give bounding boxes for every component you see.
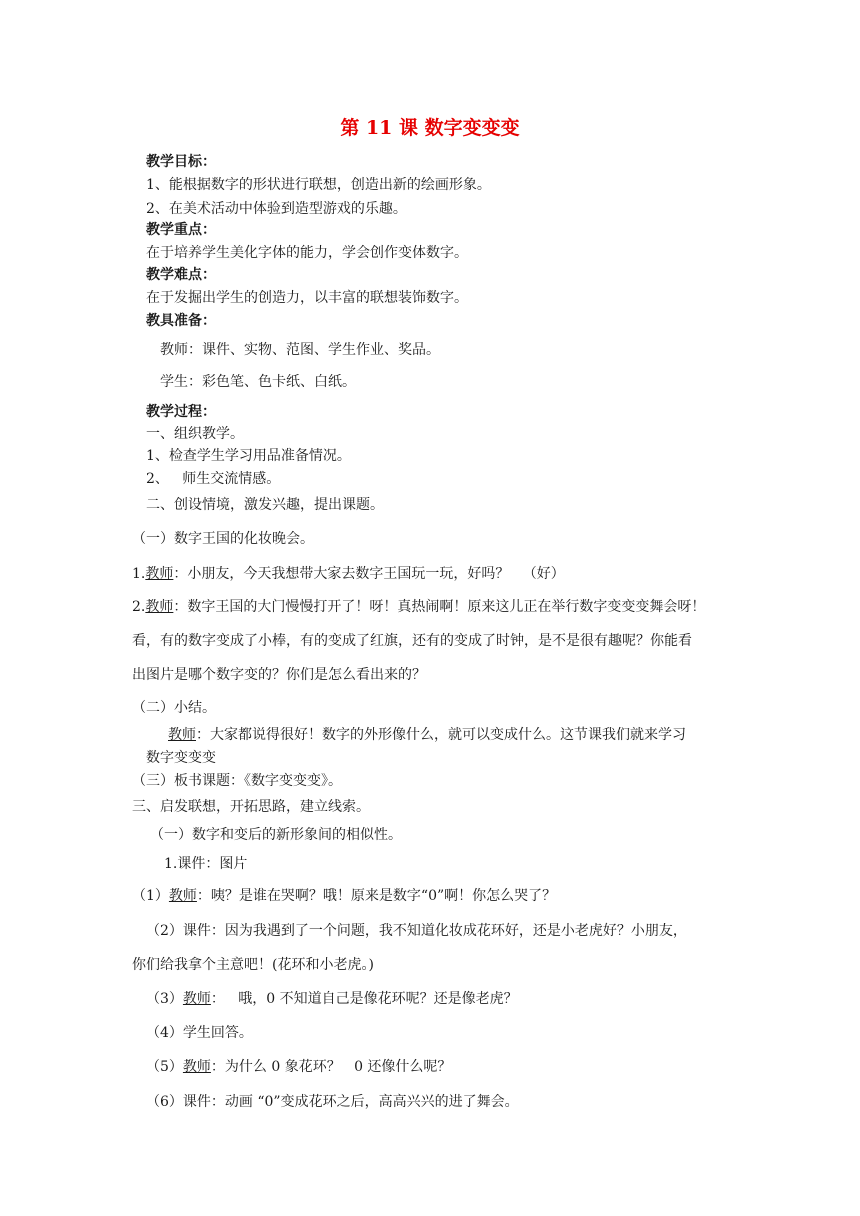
dialogue-3-4: （4）学生回答。: [146, 1025, 253, 1041]
section-2-1: （一）数字王国的化妆晚会。: [132, 531, 314, 547]
dialogue-text: ：为什么 0 象花环？ 0 还像什么呢？: [210, 1059, 452, 1075]
materials-teacher: 教师：课件、实物、范图、学生作业、奖品。: [160, 342, 440, 358]
item-number: 2.: [132, 599, 146, 615]
dialogue-3-6: （6）课件：动画 “0”变成花环之后，高高兴兴的进了舞会。: [146, 1094, 519, 1110]
summary-cont: 数字变变变: [146, 750, 216, 766]
process-step-1: 一、组织教学。: [146, 426, 244, 442]
dialogue-3-2-cont: 你们给我拿个主意吧！(花环和小老虎。): [132, 957, 374, 973]
process-step-1-1: 1、检查学生学习用品准备情况。: [146, 448, 351, 464]
section-2-3: （三）板书课题：《数字变变变》。: [132, 773, 342, 789]
process-step-3: 三、启发联想，开拓思路，建立线索。: [132, 799, 370, 815]
dialogue-3-1: [132, 887, 556, 905]
heading-key-points: 教学重点：: [146, 222, 216, 238]
dialogue-1: [132, 565, 565, 583]
objective-2: 2、在美术活动中体验到造型游戏的乐趣。: [146, 201, 407, 217]
speaker-label: 教师: [145, 566, 174, 582]
section-3-1: （一）数字和变后的新形象间的相似性。: [150, 827, 402, 843]
heading-objectives: 教学目标：: [146, 154, 216, 170]
process-step-2: 二、创设情境，激发兴趣，提出课题。: [146, 497, 384, 513]
speaker-label: 教师: [145, 599, 174, 615]
dialogue-3-2: （2）课件：因为我遇到了一个问题，我不知道化妆成花环好，还是小老虎好？小朋友，: [146, 923, 687, 939]
courseware-label: 1.课件：图片: [164, 856, 248, 872]
item-number: （5）: [146, 1059, 183, 1075]
speaker-label: 教师: [182, 1059, 211, 1075]
summary-line: [168, 726, 686, 744]
summary-text: ：大家都说得很好！数字的外形像什么，就可以变成什么。这节课我们就来学习: [196, 727, 686, 743]
item-number: （3）: [146, 991, 183, 1007]
speaker-label: 教师: [182, 991, 211, 1007]
heading-materials: 教具准备：: [146, 313, 216, 329]
dialogue-2: [132, 598, 705, 616]
dialogue-3-3: [146, 990, 518, 1008]
heading-difficulties: 教学难点：: [146, 267, 216, 283]
dialogue-text: ：数字王国的大门慢慢打开了！呀！真热闹啊！原来这儿正在举行数字变变变舞会呀！: [173, 599, 706, 615]
section-2-2: （二）小结。: [132, 700, 216, 716]
item-number: 1.: [132, 566, 146, 582]
dialogue-text: ：咦？是谁在哭啊？哦！原来是数字“0”啊！你怎么哭了？: [196, 888, 557, 904]
objective-1: 1、能根据数字的形状进行联想，创造出新的绘画形象。: [146, 177, 491, 193]
dialogue-text: ：小朋友，今天我想带大家去数字王国玩一玩，好吗？ （好）: [173, 566, 565, 582]
dialogue-3-5: [146, 1058, 451, 1076]
key-point-text: 在于培养学生美化字体的能力，学会创作变体数字。: [146, 245, 468, 261]
difficulty-text: 在于发掘出学生的创造力，以丰富的联想装饰数字。: [146, 290, 468, 306]
heading-process: 教学过程：: [146, 404, 216, 420]
dialogue-2-cont-1: 看，有的数字变成了小棒，有的变成了红旗，还有的变成了时钟，是不是很有趣呢？你能看: [132, 633, 692, 649]
lesson-title: 第 11 课 数字变变变: [340, 117, 520, 139]
speaker-label: 教师: [168, 888, 197, 904]
dialogue-2-cont-2: 出图片是哪个数字变的？你们是怎么看出来的？: [132, 667, 426, 683]
process-step-1-2: 2、 师生交流情感。: [146, 471, 281, 487]
dialogue-text: ： 哦，0 不知道自己是像花环呢？还是像老虎？: [210, 991, 518, 1007]
speaker-label: 教师: [168, 727, 196, 743]
item-number: （1）: [132, 888, 169, 904]
materials-students: 学生：彩色笔、色卡纸、白纸。: [160, 374, 356, 390]
